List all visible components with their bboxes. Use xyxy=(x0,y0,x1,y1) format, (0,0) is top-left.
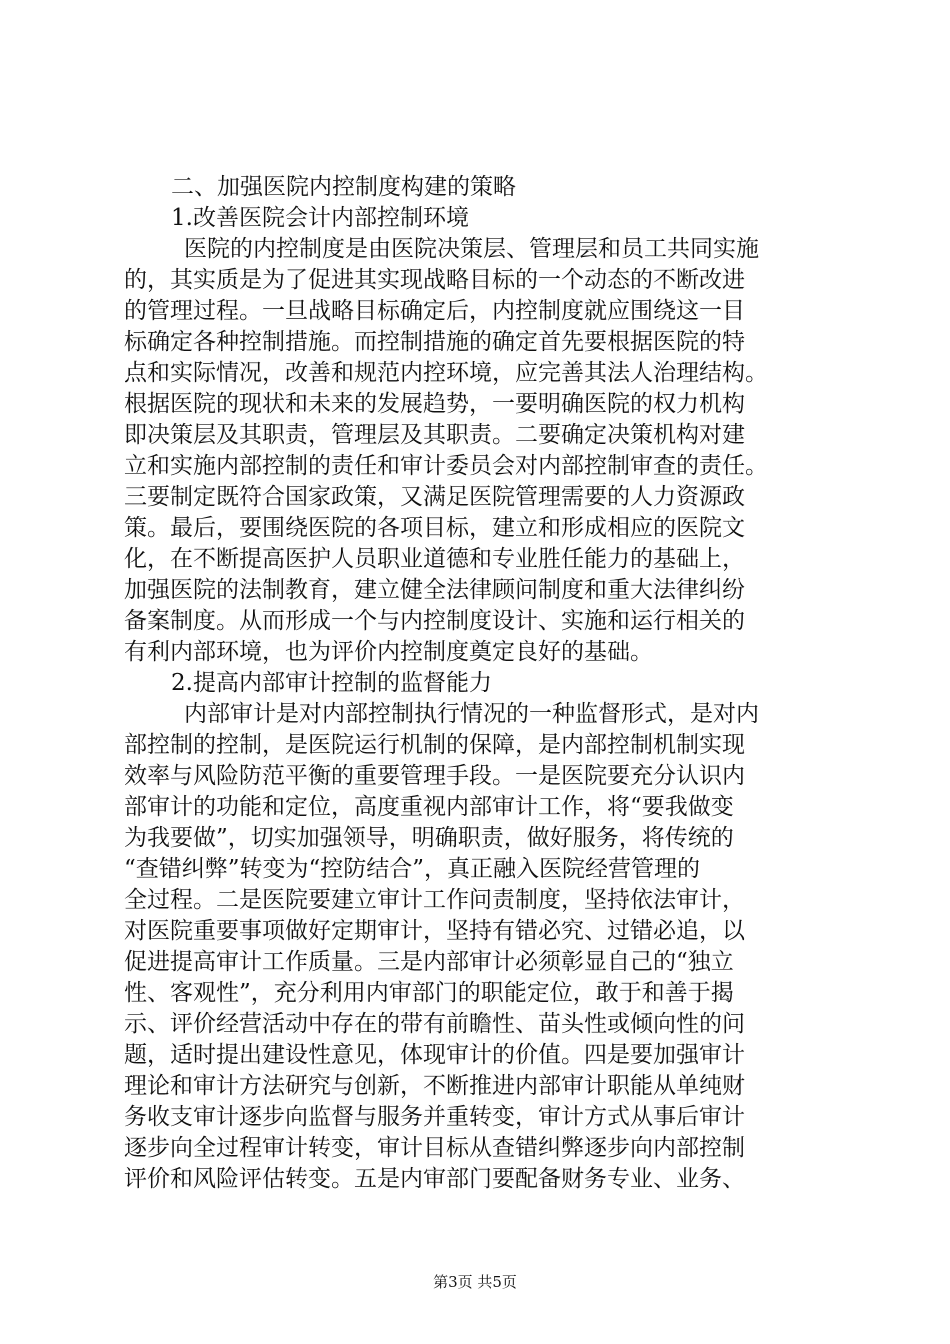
text-line: 对医院重要事项做好定期审计，坚持有错必究、过错必追，以 xyxy=(124,918,745,944)
text-line: 即决策层及其职责，管理层及其职责。二要确定决策机构对建 xyxy=(124,422,745,448)
text-line: 化，在不断提高医护人员职业道德和专业胜任能力的基础上， xyxy=(124,546,745,572)
text-line: 的，其实质是为了促进其实现战略目标的一个动态的不断改进 xyxy=(124,267,745,293)
text-line: “查错纠弊”转变为“控防结合”，真正融入医院经营管理的 xyxy=(124,856,701,882)
text-line: 加强医院的法制教育，建立健全法律顾问制度和重大法律纠纷 xyxy=(124,577,745,603)
text-line: 题，适时提出建设性意见，体现审计的价值。四是要加强审计 xyxy=(124,1042,745,1068)
text-line: 内部审计是对内部控制执行情况的一种监督形式，是对内 xyxy=(184,701,759,727)
text-line: 策。最后，要围绕医院的各项目标，建立和形成相应的医院文 xyxy=(124,515,745,541)
text-line: 备案制度。从而形成一个与内控制度设计、实施和运行相关的 xyxy=(124,608,745,634)
text-line: 立和实施内部控制的责任和审计委员会对内部控制审查的责任。 xyxy=(124,453,768,479)
text-line: 为我要做”，切实加强领导，明确职责，做好服务，将传统的 xyxy=(124,825,734,851)
subsection-heading: 2.提高内部审计控制的监督能力 xyxy=(171,670,492,696)
text-line: 标确定各种控制措施。而控制措施的确定首先要根据医院的特 xyxy=(124,329,745,355)
subsection-heading: 1.改善医院会计内部控制环境 xyxy=(171,205,469,231)
text-line: 点和实际情况，改善和规范内控环境，应完善其法人治理结构。 xyxy=(124,360,768,386)
text-line: 的管理过程。一旦战略目标确定后，内控制度就应围绕这一目 xyxy=(124,298,745,324)
text-line: 部控制的控制，是医院运行机制的保障，是内部控制机制实现 xyxy=(124,732,745,758)
text-line: 示、评价经营活动中存在的带有前瞻性、苗头性或倾向性的问 xyxy=(124,1011,745,1037)
text-line: 逐步向全过程审计转变，审计目标从查错纠弊逐步向内部控制 xyxy=(124,1135,745,1161)
document-body xyxy=(124,172,834,1195)
text-line: 三要制定既符合国家政策，又满足医院管理需要的人力资源政 xyxy=(124,484,745,510)
text-line: 根据医院的现状和未来的发展趋势，一要明确医院的权力机构 xyxy=(124,391,745,417)
text-line: 评价和风险评估转变。五是内审部门要配备财务专业、业务、 xyxy=(124,1166,745,1192)
text-line: 部审计的功能和定位，高度重视内部审计工作，将“要我做变 xyxy=(124,794,734,820)
text-line: 性、客观性”，充分利用内审部门的职能定位，敢于和善于揭 xyxy=(124,980,734,1006)
text-line: 医院的内控制度是由医院决策层、管理层和员工共同实施 xyxy=(184,236,759,262)
text-line: 促进提高审计工作质量。三是内部审计必须彰显自己的“独立 xyxy=(124,949,734,975)
text-line: 务收支审计逐步向监督与服务并重转变，审计方式从事后审计 xyxy=(124,1104,745,1130)
text-line: 效率与风险防范平衡的重要管理手段。一是医院要充分认识内 xyxy=(124,763,745,789)
text-line: 理论和审计方法研究与创新，不断推进内部审计职能从单纯财 xyxy=(124,1073,745,1099)
page-number-footer: 第3页 共5页 xyxy=(433,1273,517,1291)
text-line: 全过程。二是医院要建立审计工作问责制度，坚持依法审计， xyxy=(124,887,745,913)
text-line: 有利内部环境，也为评价内控制度奠定良好的基础。 xyxy=(124,639,653,665)
section-heading: 二、加强医院内控制度构建的策略 xyxy=(171,174,516,200)
